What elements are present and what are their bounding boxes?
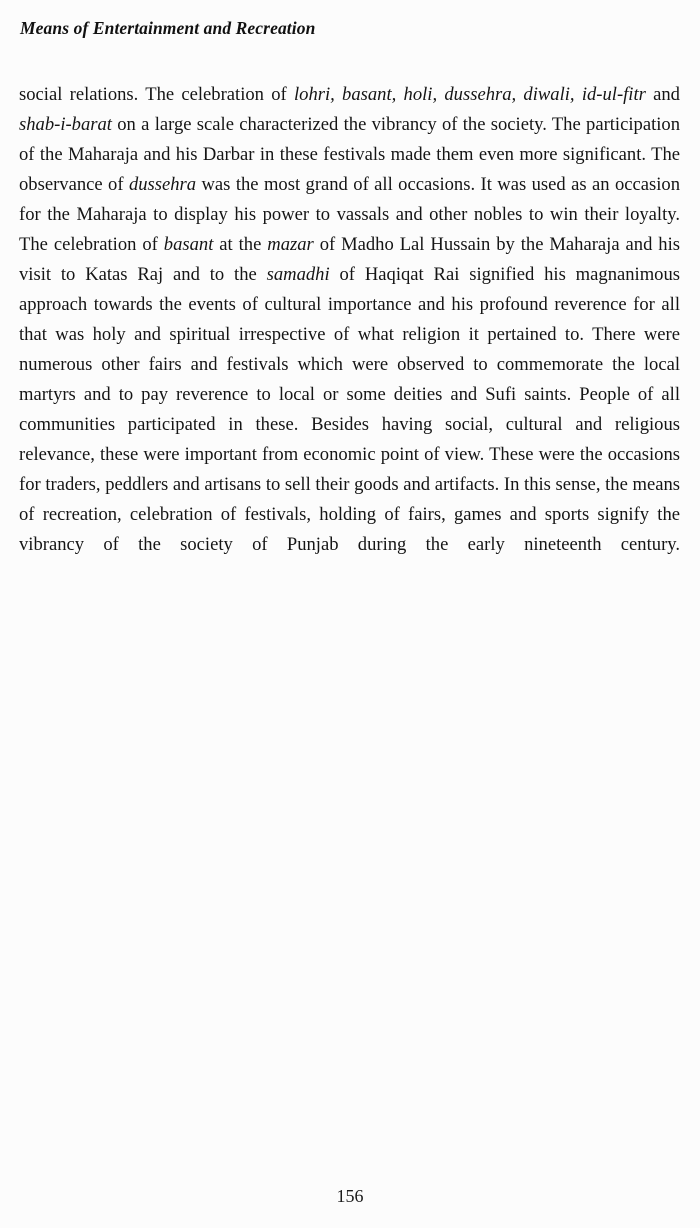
italic-term: mazar xyxy=(267,234,314,255)
italic-term: shab-i-barat xyxy=(19,114,112,135)
italic-term: basant xyxy=(163,234,214,255)
running-head: Means of Entertainment and Recreation xyxy=(20,18,316,38)
italic-term: lohri, basant, holi, dussehra, diwali, id-ul-fitr xyxy=(293,84,646,105)
italic-term: dussehra xyxy=(128,174,197,195)
body-text-block xyxy=(19,80,680,590)
page-number: 156 xyxy=(336,1186,364,1206)
italic-term: samadhi xyxy=(266,264,330,285)
body-paragraph: social relations. The celebration of lohri, basant, holi, dussehra, diwali, id-ul-fitr and shab-i-barat on a large scale characterized the vibrancy of the society. The participation of the Maharaja and his Darbar in these festivals made them even more significant. The observance of dussehra was the most grand of all occasions. It was used as an occasion for the Maharaja to display his power to vassals and other nobles to win their loyalty. The celebration of basant at the mazar of Madho Lal Hussain by the Maharaja and his visit to Katas Raj and to the samadhi of Haqiqat Rai signified his magnanimous approach towards the events of cultural importance and his profound reverence for all that was holy and spiritual irrespective of what religion it pertained to. There were numerous other fairs and festivals which were observed to commemorate the local martyrs and to pay reverence to local or some deities and Sufi saints. People of all communities participated in these. Besides having social, cultural and religious relevance, these were important from economic point of view. These were the occasions for traders, peddlers and artisans to sell their goods and artifacts. In this sense, the means of recreation, celebration of festivals, holding of fairs, games and sports signify the vibrancy of the society of Punjab during the early nineteenth century. xyxy=(19,84,680,555)
